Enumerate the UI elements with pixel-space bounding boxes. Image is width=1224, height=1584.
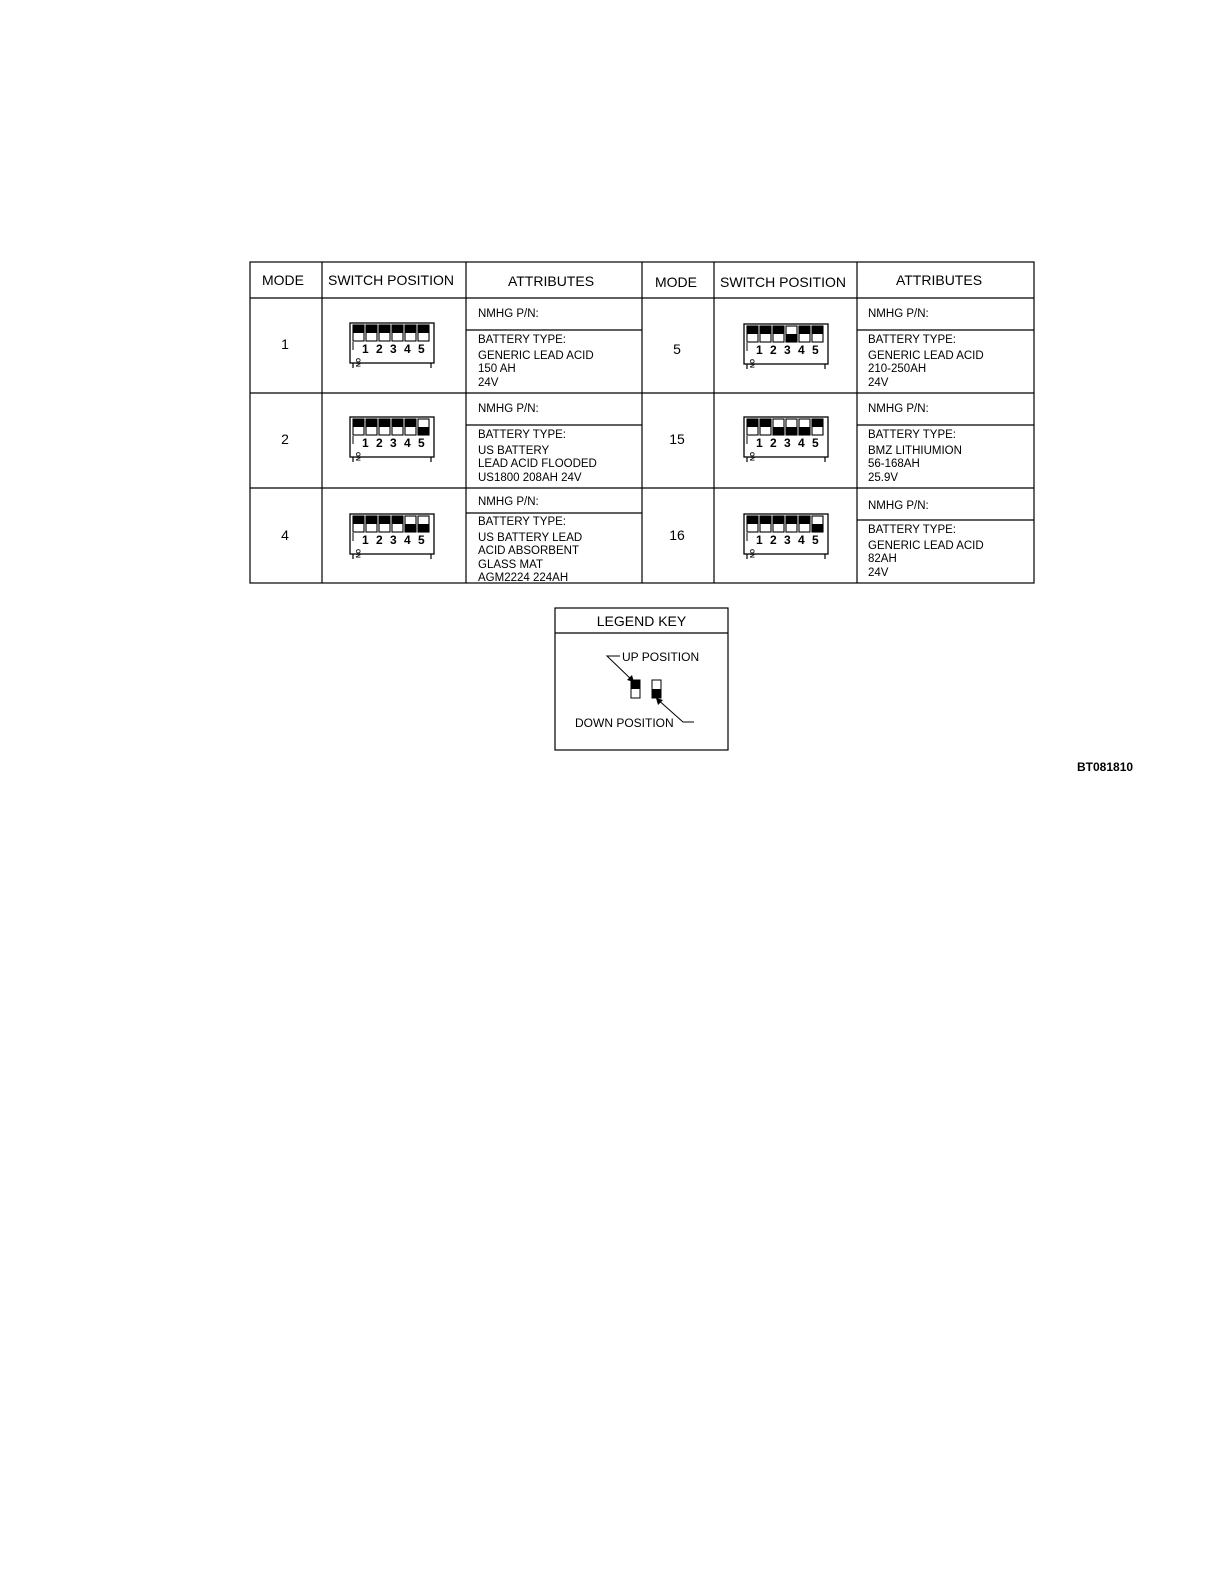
header-switch-right: SWITCH POSITION bbox=[720, 274, 846, 290]
dip-switch-lever bbox=[392, 325, 403, 333]
dip-switch-number: 2 bbox=[770, 343, 777, 357]
battery-type-value: GENERIC LEAD ACID bbox=[868, 349, 984, 362]
dip-on-label: ON bbox=[354, 452, 360, 461]
dip-switch-lever bbox=[379, 325, 390, 333]
legend-arrows bbox=[607, 656, 694, 722]
battery-type-value: 150 AH bbox=[478, 363, 516, 375]
mode-number: 16 bbox=[669, 527, 685, 543]
nmhg-label: NMHG P/N: bbox=[868, 308, 929, 320]
dip-on-label: ON bbox=[748, 359, 754, 368]
battery-type-label: BATTERY TYPE: bbox=[478, 429, 566, 441]
dip-switch-lever bbox=[405, 524, 416, 532]
dip-switch-number: 1 bbox=[756, 343, 763, 357]
dip-switch-number: 3 bbox=[390, 436, 397, 450]
dip-switch-lever bbox=[747, 516, 758, 524]
battery-type-value: ACID ABSORBENT bbox=[478, 545, 579, 557]
dip-switch-lever bbox=[392, 516, 403, 524]
dip-switch-lever bbox=[799, 427, 810, 435]
mode-number: 1 bbox=[281, 336, 289, 352]
battery-type-label: BATTERY TYPE: bbox=[868, 524, 956, 536]
dip-switch-lever bbox=[760, 326, 771, 334]
dip-switch-number: 5 bbox=[418, 342, 425, 356]
battery-type-label: BATTERY TYPE: bbox=[868, 429, 956, 441]
mode-number: 2 bbox=[281, 431, 289, 447]
dip-switch-number: 4 bbox=[404, 533, 411, 547]
dip-switch-number: 5 bbox=[812, 343, 819, 357]
dip-switch-lever bbox=[379, 419, 390, 427]
dip-switch-diagram bbox=[743, 511, 831, 561]
dip-switch-number: 5 bbox=[418, 533, 425, 547]
dip-switch-lever bbox=[773, 516, 784, 524]
battery-type-block bbox=[478, 429, 597, 485]
battery-type-value: 82AH bbox=[868, 553, 897, 565]
dip-switch-lever bbox=[812, 524, 823, 532]
dip-switch-diagram bbox=[743, 321, 831, 371]
nmhg-label: NMHG P/N: bbox=[478, 403, 539, 415]
dip-switch-diagram bbox=[743, 414, 831, 464]
dip-switch-lever bbox=[392, 419, 403, 427]
legend-switches bbox=[631, 680, 661, 698]
battery-type-value: US BATTERY LEAD bbox=[478, 531, 583, 544]
dip-switch-lever bbox=[366, 325, 377, 333]
nmhg-label: NMHG P/N: bbox=[868, 500, 929, 512]
dip-switch-number: 1 bbox=[362, 342, 369, 356]
dip-switch-lever bbox=[760, 419, 771, 427]
dip-switch-number: 2 bbox=[376, 342, 383, 356]
battery-type-label: BATTERY TYPE: bbox=[478, 334, 566, 346]
battery-type-value: AGM2224 224AH bbox=[478, 572, 569, 584]
battery-type-value: 24V bbox=[478, 376, 499, 389]
dip-switch-lever bbox=[418, 325, 429, 333]
legend-title: LEGEND KEY bbox=[596, 613, 687, 629]
dip-switch-number: 1 bbox=[756, 436, 763, 450]
nmhg-label: NMHG P/N: bbox=[478, 308, 539, 320]
dip-switch-lever bbox=[405, 419, 416, 427]
header-attributes-right: ATTRIBUTES bbox=[895, 272, 983, 288]
dip-switch-lever bbox=[353, 325, 364, 333]
dip-switch-number: 3 bbox=[390, 533, 397, 547]
legend-down-label: DOWN POSITION bbox=[575, 716, 674, 730]
battery-type-value: 210-250AH bbox=[868, 363, 927, 375]
battery-type-block bbox=[478, 516, 582, 586]
header-switch-left: SWITCH POSITION bbox=[328, 272, 454, 288]
dip-switch-number: 2 bbox=[770, 533, 777, 547]
dip-switch-lever bbox=[760, 516, 771, 524]
dip-switch-number: 4 bbox=[798, 533, 805, 547]
dip-switch-number: 5 bbox=[812, 533, 819, 547]
header-attributes-left: ATTRIBUTES bbox=[507, 273, 595, 289]
battery-type-label: BATTERY TYPE: bbox=[478, 516, 566, 528]
dip-switch-number: 3 bbox=[784, 436, 791, 450]
battery-type-value: BMZ LITHIUMION bbox=[868, 444, 962, 457]
battery-type-value: 24V bbox=[868, 376, 889, 389]
dip-switch-number: 5 bbox=[418, 436, 425, 450]
battery-type-value: 24V bbox=[868, 566, 889, 579]
dip-switch-number: 4 bbox=[798, 343, 805, 357]
battery-type-label: BATTERY TYPE: bbox=[868, 334, 956, 346]
battery-type-block bbox=[868, 524, 984, 580]
dip-switch-lever bbox=[747, 326, 758, 334]
mode-number: 5 bbox=[673, 341, 681, 357]
header-mode-left: MODE bbox=[262, 272, 304, 288]
battery-type-value: GENERIC LEAD ACID bbox=[868, 539, 984, 552]
nmhg-label: NMHG P/N: bbox=[868, 403, 929, 415]
dip-switch-lever bbox=[366, 516, 377, 524]
mode-number: 4 bbox=[281, 527, 289, 543]
dip-switch-lever bbox=[799, 516, 810, 524]
dip-switch-lever bbox=[786, 516, 797, 524]
dip-switch-number: 1 bbox=[362, 436, 369, 450]
dip-switch-number: 4 bbox=[798, 436, 805, 450]
battery-type-value: US BATTERY bbox=[478, 444, 550, 457]
dip-switch-diagram bbox=[349, 320, 437, 370]
dip-switch-lever bbox=[379, 516, 390, 524]
dip-switch-number: 5 bbox=[812, 436, 819, 450]
dip-switch-number: 1 bbox=[362, 533, 369, 547]
header-mode-right: MODE bbox=[655, 274, 697, 290]
battery-type-block bbox=[868, 334, 984, 390]
nmhg-label: NMHG P/N: bbox=[478, 496, 539, 508]
dip-switch-number: 3 bbox=[784, 343, 791, 357]
dip-on-label: ON bbox=[354, 549, 360, 558]
dip-switch-lever bbox=[747, 419, 758, 427]
dip-switch-number: 3 bbox=[390, 342, 397, 356]
battery-type-value: LEAD ACID FLOODED bbox=[478, 458, 597, 470]
legend-up-label: UP POSITION bbox=[622, 650, 700, 664]
dip-switch-lever bbox=[773, 427, 784, 435]
battery-type-value: 56-168AH bbox=[868, 458, 920, 470]
battery-type-block bbox=[478, 334, 594, 390]
dip-switch-lever bbox=[812, 419, 823, 427]
dip-switch-lever bbox=[786, 334, 797, 342]
dip-switch-number: 2 bbox=[376, 436, 383, 450]
dip-switch-number: 2 bbox=[770, 436, 777, 450]
battery-type-value: GLASS MAT bbox=[478, 558, 543, 571]
dip-switch-lever bbox=[786, 427, 797, 435]
dip-switch-number: 4 bbox=[404, 436, 411, 450]
figure-id: BT081810 bbox=[1077, 760, 1134, 774]
battery-type-value: GENERIC LEAD ACID bbox=[478, 349, 594, 362]
dip-switch-number: 3 bbox=[784, 533, 791, 547]
dip-switch-number: 2 bbox=[376, 533, 383, 547]
dip-switch-diagram bbox=[349, 414, 437, 464]
dip-on-label: ON bbox=[354, 358, 360, 367]
dip-on-label: ON bbox=[748, 452, 754, 461]
dip-switch-lever bbox=[418, 427, 429, 435]
dip-switch-lever bbox=[812, 326, 823, 334]
dip-switch-lever bbox=[799, 326, 810, 334]
battery-type-block bbox=[868, 429, 962, 485]
battery-type-value: 25.9V bbox=[868, 471, 899, 484]
dip-switch-lever bbox=[353, 516, 364, 524]
mode-number: 15 bbox=[669, 431, 685, 447]
dip-switch-number: 4 bbox=[404, 342, 411, 356]
dip-switch-lever bbox=[405, 325, 416, 333]
dip-switch-lever bbox=[773, 326, 784, 334]
dip-switch-lever bbox=[366, 419, 377, 427]
dip-switch-diagram bbox=[349, 511, 437, 561]
dip-switch-lever bbox=[418, 524, 429, 532]
battery-type-value: US1800 208AH 24V bbox=[478, 471, 582, 484]
dip-on-label: ON bbox=[748, 549, 754, 558]
dip-switch-lever bbox=[353, 419, 364, 427]
dip-switch-number: 1 bbox=[756, 533, 763, 547]
